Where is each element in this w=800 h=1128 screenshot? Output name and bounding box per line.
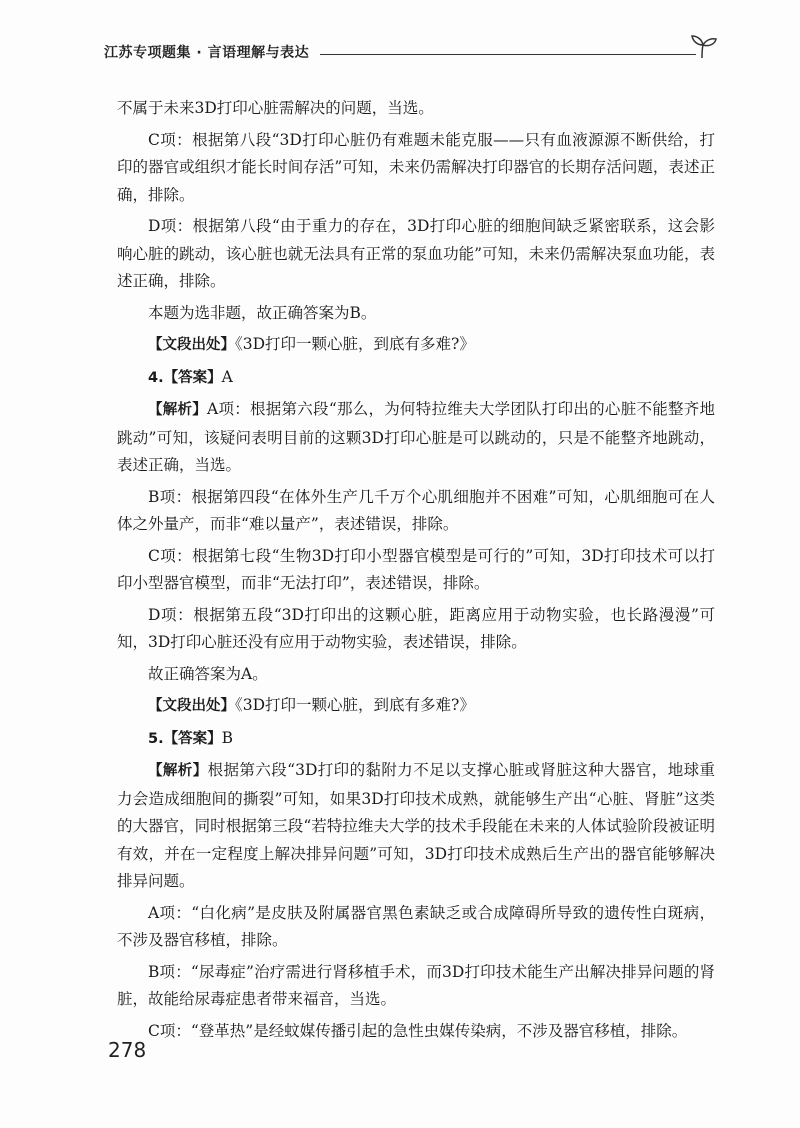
paragraph: [117, 959, 715, 1014]
paragraph-text: B项：“尿毒症”治疗需进行肾移植手术，而3D打印技术能生产出解决排异问题的肾脏，故能给尿毒症患者带来福音，当选。: [117, 962, 715, 1008]
running-header: [104, 38, 716, 66]
bold-label: 【解析】: [148, 763, 208, 779]
header-rule: [320, 54, 696, 55]
paragraph: [117, 757, 715, 896]
paragraph: [117, 331, 715, 360]
paragraph-text: B: [221, 728, 233, 747]
header-title: 江苏专项题集 · 言语理解与表达: [104, 45, 310, 61]
paragraph: [117, 900, 715, 955]
paragraph: [117, 543, 715, 598]
paragraph: [117, 661, 715, 689]
paragraph-text: 本题为选非题，故正确答案为B。: [148, 303, 377, 322]
paragraph: [117, 725, 715, 754]
bold-label: 5.【答案】: [148, 730, 222, 747]
paragraph: [117, 396, 715, 480]
paragraph-text: D项：根据第八段“由于重力的存在，3D打印心脏的细胞间缺乏紧密联系，这会影响心脏的跳动，该心脏也就无法具有正常的泵血功能”可知，未来仍需解决泵血功能，表述正确，排除。: [117, 217, 715, 290]
paragraph-text: 《3D打印一颗心脏，到底有多难?》: [235, 335, 475, 353]
paragraph-text: D项：根据第五段“3D打印出的这颗心脏，距离应用于动物实验，也长路漫漫”可知，3D打印心脏还没有应用于动物实验，表述错误，排除。: [117, 605, 715, 651]
body-text: [117, 95, 715, 1045]
paragraph-text: B项：根据第四段“在体外生产几千万个心肌细胞并不困难”可知，心肌细胞可在人体之外量产，而非“难以量产”，表述错误，排除。: [117, 487, 715, 533]
bold-label: 【文段出处】: [148, 337, 235, 353]
paragraph: [117, 602, 715, 657]
page-number: 278: [108, 1038, 147, 1062]
paragraph-text: A项：“白化病”是皮肤及附属器官黑色素缺乏或合成障碍所导致的遗传性白斑病，不涉及器官移植，排除。: [117, 903, 715, 949]
paragraph: [117, 300, 715, 328]
paragraph-text: A: [221, 367, 233, 386]
paragraph-text: C项：根据第八段“3D打印心脏仍有难题未能克服——只有血液源源不断供给，打印的器官或组织才能长时间存活”可知，未来仍需解决打印器官的长期存活问题，表述正确，排除。: [117, 130, 715, 204]
paragraph-text: 故正确答案为A。: [148, 664, 268, 683]
bold-label: 【解析】: [148, 402, 208, 418]
paragraph: [117, 364, 715, 393]
sprout-icon: [688, 32, 718, 62]
paragraph-text: C项：“登革热”是经蚊媒传播引起的急性虫媒传染病，不涉及器官移植，排除。: [148, 1021, 688, 1040]
paragraph: [117, 484, 715, 539]
paragraph: [117, 95, 715, 123]
paragraph: [117, 127, 715, 210]
paragraph-text: 《3D打印一颗心脏，到底有多难?》: [235, 696, 475, 714]
paragraph-text: 根据第六段“3D打印的黏附力不足以支撑心脏或肾脏这种大器官，地球重力会造成细胞间的撕裂”可知，如果3D打印技术成熟，就能够生产出“心脏、肾脏”这类的大器官，同时根据第三段“若特拉维夫大学的技术手段能在未来的人体试验阶段被证明有效，并在一定程度上解决排异问题”可知，3D打印技术成熟后生产出的器官能够解决排异问题。: [117, 761, 716, 890]
paragraph-text: A项：根据第六段“那么，为何特拉维夫大学团队打印出的心脏不能整齐地跳动”可知，该疑问表明目前的这颗3D打印心脏是可以跳动的，只是不能整齐地跳动，表述正确，当选。: [117, 400, 716, 474]
paragraph: [117, 692, 715, 721]
paragraph-text: 不属于未来3D打印心脏需解决的问题，当选。: [117, 99, 434, 117]
paragraph-text: C项：根据第七段“生物3D打印小型器官模型是可行的”可知，3D打印技术可以打印小型器官模型，而非“无法打印”，表述错误，排除。: [117, 546, 715, 592]
paragraph: [117, 1018, 715, 1046]
bold-label: 【文段出处】: [148, 698, 235, 714]
bold-label: 4.【答案】: [148, 369, 222, 386]
paragraph: [117, 213, 715, 296]
